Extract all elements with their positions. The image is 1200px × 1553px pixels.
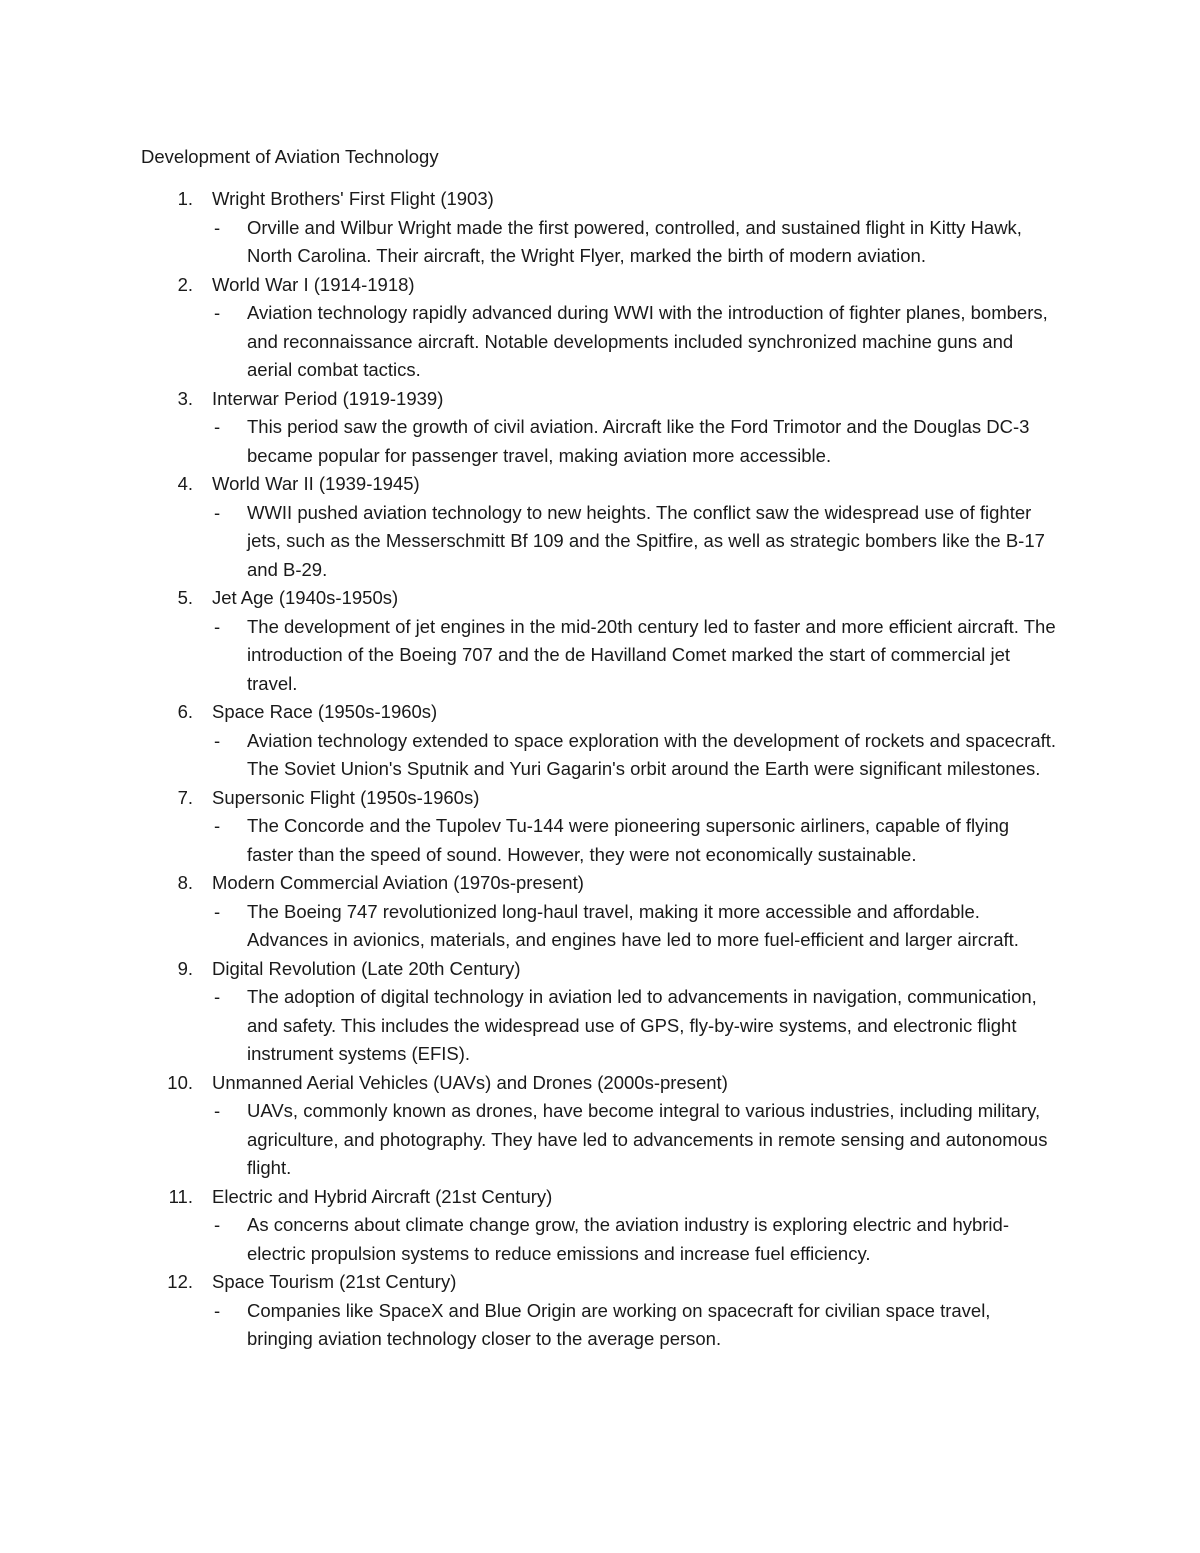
list-item — [0, 869, 1200, 955]
timeline-list — [0, 185, 1200, 1354]
list-item-heading-row — [0, 1069, 1200, 1098]
list-item-description: Orville and Wilbur Wright made the first powered, controlled, and sustained flight in Kitty Hawk, North Carolina. Their aircraft, the Wright Flyer, marked the birth of modern aviation. — [247, 216, 1022, 266]
list-item-heading: World War II (1939-1945) — [212, 473, 420, 494]
list-item-description: As concerns about climate change grow, the aviation industry is exploring electric and hybrid-electric propulsion systems to reduce emissions and increase fuel efficiency. — [247, 1214, 1009, 1264]
list-item-number: 10. — [167, 1071, 193, 1093]
list-item-heading: Unmanned Aerial Vehicles (UAVs) and Drones (2000s-present) — [212, 1071, 728, 1093]
list-item-number: 6. — [177, 701, 193, 722]
dash-bullet: - — [214, 729, 221, 751]
list-item-description-row — [0, 727, 1200, 784]
list-item-description: This period saw the growth of civil aviation. Aircraft like the Ford Trimotor and the Douglas DC-3 became popular for passenger travel, making aviation more accessible. — [247, 416, 1030, 466]
dash-bullet: - — [214, 900, 221, 922]
list-item-heading-row — [0, 584, 1200, 613]
list-item-heading-row — [0, 869, 1200, 898]
list-item-heading-row — [0, 698, 1200, 727]
list-item-heading-row — [0, 784, 1200, 813]
list-item-description-row — [0, 1297, 1200, 1354]
list-item-heading: Space Tourism (21st Century) — [212, 1271, 457, 1292]
dash-bullet: - — [214, 615, 221, 637]
list-item-description: WWII pushed aviation technology to new heights. The conflict saw the widespread use of fighter jets, such as the Messerschmitt Bf 109 and the Spitfire, as well as strategic bombers like the B-17 and B-29. — [247, 501, 1045, 580]
list-item-number: 3. — [177, 387, 193, 409]
list-item-heading-row — [0, 1183, 1200, 1212]
list-item-heading: Digital Revolution (Late 20th Century) — [212, 957, 521, 979]
dash-bullet: - — [214, 1214, 221, 1235]
list-item — [0, 1069, 1200, 1183]
dash-bullet: - — [214, 1100, 221, 1121]
list-item — [0, 955, 1200, 1069]
list-item — [0, 1183, 1200, 1269]
list-item-heading: Electric and Hybrid Aircraft (21st Century) — [212, 1185, 553, 1207]
document-title: Development of Aviation Technology — [141, 146, 439, 167]
dash-bullet: - — [214, 1299, 221, 1321]
list-item-number: 5. — [177, 587, 193, 608]
list-item-description-row — [0, 983, 1200, 1069]
list-item-number: 4. — [177, 473, 193, 494]
list-item-description: Companies like SpaceX and Blue Origin are working on spacecraft for civilian space travel, bringing aviation technology closer to the average person. — [247, 1299, 991, 1349]
list-item-description-row — [0, 214, 1200, 271]
list-item-description-row — [0, 499, 1200, 585]
list-item — [0, 185, 1200, 271]
list-item — [0, 698, 1200, 784]
list-item-heading: World War I (1914-1918) — [212, 273, 415, 295]
list-item-heading-row — [0, 271, 1200, 300]
list-item-heading: Wright Brothers' First Flight (1903) — [212, 188, 494, 209]
list-item-description: The Boeing 747 revolutionized long-haul travel, making it more accessible and affordable. Advances in avionics, materials, and engines have led to more fuel-efficient and larger aircraft. — [247, 900, 1019, 950]
list-item-number: 11. — [168, 1185, 193, 1207]
dash-bullet: - — [214, 815, 221, 836]
list-item — [0, 385, 1200, 471]
list-item — [0, 470, 1200, 584]
list-item-heading: Interwar Period (1919-1939) — [212, 387, 444, 409]
list-item-heading-row — [0, 1268, 1200, 1297]
list-item-number: 2. — [177, 273, 193, 295]
dash-bullet: - — [214, 416, 221, 437]
list-item-heading: Space Race (1950s-1960s) — [212, 701, 438, 722]
list-item-number: 9. — [177, 957, 193, 979]
dash-bullet: - — [214, 986, 221, 1007]
list-item-number: 7. — [177, 786, 193, 808]
list-item-description-row — [0, 898, 1200, 955]
list-item-description-row — [0, 1211, 1200, 1268]
list-item-description: UAVs, commonly known as drones, have become integral to various industries, including military, agriculture, and photography. They have led to advancements in remote sensing and autonomous flight. — [247, 1100, 1048, 1178]
dash-bullet: - — [214, 216, 221, 238]
list-item-number: 1. — [177, 188, 193, 209]
list-item-heading: Modern Commercial Aviation (1970s-present) — [212, 872, 584, 893]
list-item-description-row — [0, 299, 1200, 385]
list-item-heading-row — [0, 385, 1200, 414]
list-item-description: The Concorde and the Tupolev Tu-144 were pioneering supersonic airliners, capable of flying faster than the speed of sound. However, they were not economically sustainable. — [247, 815, 1010, 865]
list-item-description: Aviation technology rapidly advanced during WWI with the introduction of fighter planes, bombers, and reconnaissance aircraft. Notable developments included synchronized machine guns and aerial combat tactics. — [247, 302, 1048, 380]
dash-bullet: - — [214, 501, 221, 523]
list-item-description: The adoption of digital technology in aviation led to advancements in navigation, communication, and safety. This includes the widespread use of GPS, fly-by-wire systems, and electronic flight instrument systems (EFIS). — [247, 986, 1037, 1064]
list-item-description-row — [0, 812, 1200, 869]
list-item — [0, 784, 1200, 870]
list-item-heading-row — [0, 185, 1200, 214]
dash-bullet: - — [214, 302, 221, 323]
list-item-description: The development of jet engines in the mid-20th century led to faster and more efficient aircraft. The introduction of the Boeing 707 and the de Havilland Comet marked the start of commercial jet travel. — [247, 615, 1056, 694]
list-item-description-row — [0, 613, 1200, 699]
list-item — [0, 271, 1200, 385]
list-item-description: Aviation technology extended to space exploration with the development of rockets and spacecraft. The Soviet Union's Sputnik and Yuri Gagarin's orbit around the Earth were significant milestones. — [247, 729, 1057, 779]
list-item-description-row — [0, 413, 1200, 470]
list-item-heading-row — [0, 470, 1200, 499]
list-item-number: 12. — [167, 1271, 193, 1292]
list-item-number: 8. — [177, 872, 193, 893]
list-item — [0, 584, 1200, 698]
list-item-description-row — [0, 1097, 1200, 1183]
list-item-heading: Jet Age (1940s-1950s) — [212, 587, 399, 608]
list-item-heading-row — [0, 955, 1200, 984]
list-item-heading: Supersonic Flight (1950s-1960s) — [212, 786, 480, 808]
list-item — [0, 1268, 1200, 1354]
